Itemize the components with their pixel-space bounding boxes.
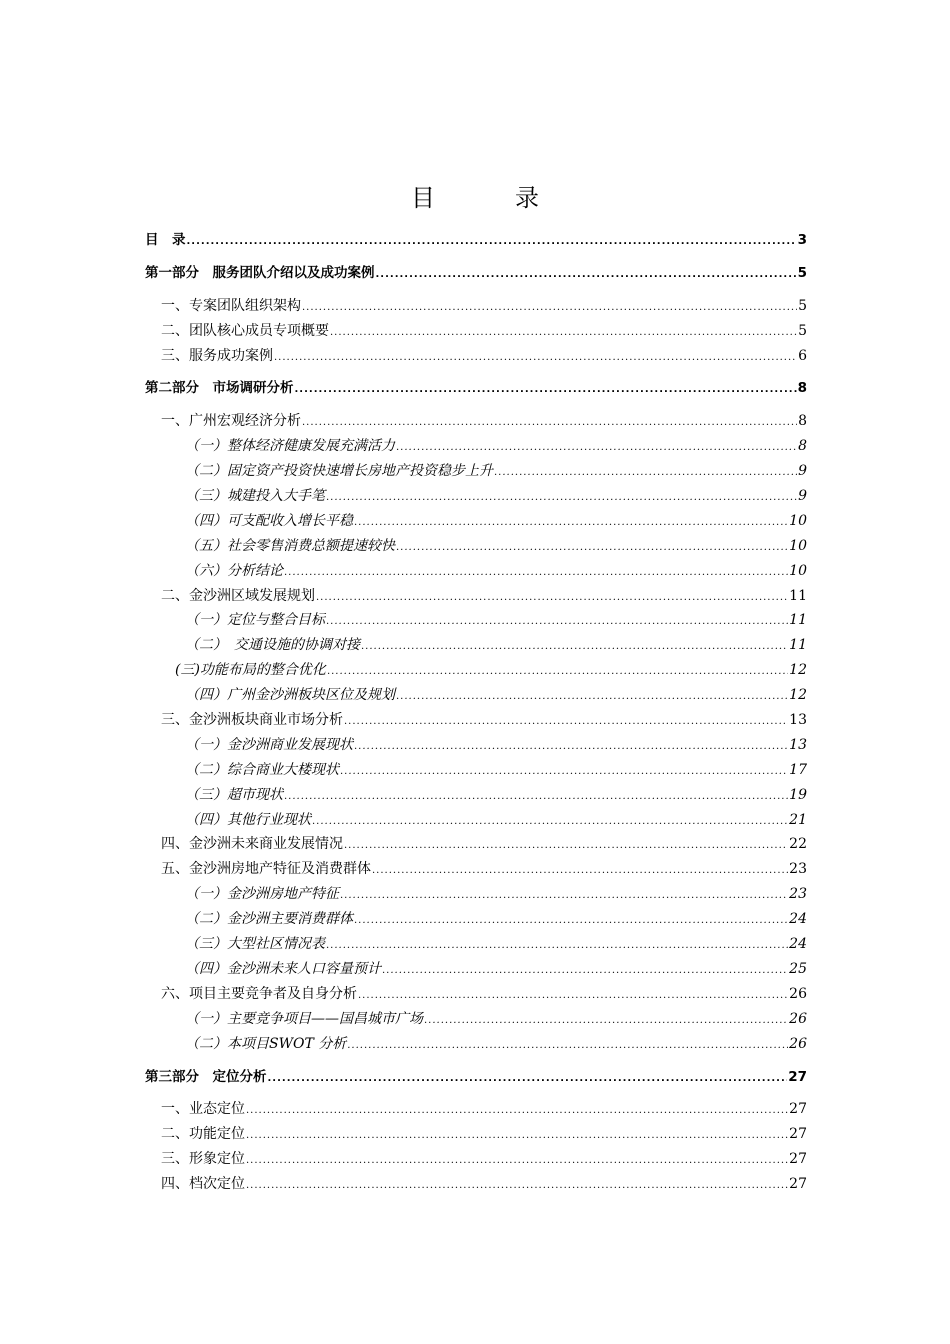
toc-page-number: 27 [788, 1068, 807, 1085]
toc-entry[interactable] [145, 733, 807, 758]
toc-entry[interactable] [145, 1065, 807, 1090]
toc-entry-label: 五、金沙洲房地产特征及消费群体 [161, 861, 371, 878]
toc-page-number: 27 [789, 1101, 807, 1118]
toc-entry[interactable] [145, 1007, 807, 1032]
toc-entry[interactable] [145, 982, 807, 1007]
toc-entry-label: 三、金沙洲板块商业市场分析 [161, 712, 343, 729]
toc-leader-dots [382, 959, 788, 984]
toc-entry[interactable] [145, 1172, 807, 1197]
toc-entry[interactable] [145, 783, 807, 808]
toc-entry[interactable] [145, 857, 807, 882]
toc-page-number: 23 [789, 861, 807, 878]
toc-entry[interactable] [145, 344, 807, 369]
toc-entry[interactable] [145, 509, 807, 534]
toc-leader-dots [302, 296, 797, 321]
toc-leader-dots [284, 785, 788, 810]
toc-leader-dots [326, 934, 788, 959]
toc-leader-dots [494, 461, 797, 486]
toc-leader-dots [246, 1174, 788, 1199]
toc-leader-dots [246, 1149, 788, 1174]
toc-entry[interactable] [145, 319, 807, 344]
toc-entry-label: 三、服务成功案例 [161, 347, 273, 364]
toc-entry-label: （六）分析结论 [185, 562, 283, 579]
toc-page-number: 3 [797, 232, 807, 248]
toc-page-number: 27 [789, 1176, 807, 1193]
toc-entry[interactable] [145, 559, 807, 584]
toc-entry-label: （一）整体经济健康发展充满活力 [185, 438, 395, 455]
toc-page-number: 10 [789, 537, 807, 554]
toc-entry-label: 二、功能定位 [161, 1126, 245, 1143]
toc-leader-dots [396, 685, 788, 710]
toc-entry[interactable] [145, 294, 807, 319]
toc-page-number: 5 [797, 264, 807, 281]
toc-entry[interactable] [145, 808, 807, 833]
toc-entry-label: （二）本项目SWOT 分析 [185, 1035, 347, 1052]
toc-entry-label: （一）金沙洲房地产特征 [185, 886, 339, 903]
toc-entry-label: (三)功能布局的整合优化 [175, 662, 326, 679]
toc-entry[interactable] [145, 708, 807, 733]
toc-entry-label: 四、档次定位 [161, 1176, 245, 1193]
toc-leader-dots [376, 263, 797, 288]
toc-leader-dots [246, 1099, 788, 1124]
toc-page-number: 8 [797, 380, 807, 397]
toc-leader-dots [344, 834, 788, 859]
toc-entry-label: （四）其他行业现状 [185, 811, 311, 828]
toc-leader-dots [246, 1124, 788, 1149]
toc-leader-dots [396, 536, 788, 561]
toc-page-number: 5 [798, 322, 807, 339]
toc-page-number: 26 [789, 1035, 807, 1052]
toc-entry-label: 第二部分 市场调研分析 [145, 380, 294, 397]
toc-page-number: 22 [789, 836, 807, 853]
toc-entry[interactable] [145, 1122, 807, 1147]
toc-entry-label: （三）城建投入大手笔 [185, 488, 325, 505]
toc-leader-dots [268, 1067, 788, 1092]
toc-page-number: 10 [789, 562, 807, 579]
toc-leader-dots [316, 586, 788, 611]
toc-page-number: 9 [798, 463, 807, 480]
toc-entry[interactable] [145, 758, 807, 783]
toc-page-number: 25 [789, 960, 807, 977]
toc-leader-dots [326, 610, 788, 635]
toc-entry[interactable] [145, 1032, 807, 1057]
toc-entry-label: （一）主要竞争项目——国昌城市广场 [185, 1010, 423, 1027]
toc-leader-dots [330, 321, 797, 346]
toc-leader-dots [327, 660, 788, 685]
toc-page-number: 23 [789, 886, 807, 903]
toc-entry-label: （二）综合商业大楼现状 [185, 761, 339, 778]
toc-entry[interactable] [145, 409, 807, 434]
toc-entry-label: （三）超市现状 [185, 786, 283, 803]
toc-entry-label: 第一部分 服务团队介绍以及成功案例 [145, 264, 375, 281]
toc-leader-dots [358, 984, 788, 1009]
toc-leader-dots [344, 710, 788, 735]
toc-entry-label: 一、广州宏观经济分析 [161, 413, 301, 430]
toc-entry-label: （四）金沙洲未来人口容量预计 [185, 960, 381, 977]
toc-entry-label: 一、专案团队组织架构 [161, 297, 301, 314]
toc-leader-dots [340, 884, 788, 909]
toc-entry[interactable] [145, 459, 807, 484]
toc-entry[interactable] [145, 683, 807, 708]
toc-entry[interactable] [145, 932, 807, 957]
toc-entry-label: （三）大型社区情况表 [185, 936, 325, 953]
toc-entry-label: （二）固定资产投资快速增长房地产投资稳步上升 [185, 463, 493, 480]
toc-page-number: 12 [789, 662, 807, 679]
toc-leader-dots [372, 859, 788, 884]
toc-page-number: 10 [789, 512, 807, 529]
toc-leader-dots [284, 561, 788, 586]
toc-page-number: 24 [789, 911, 807, 928]
toc-page-number: 8 [798, 413, 807, 430]
toc-leader-dots [361, 635, 788, 660]
toc-leader-dots [187, 230, 797, 255]
toc-page-number: 24 [789, 936, 807, 953]
toc-entry[interactable] [145, 434, 807, 459]
toc-entry-label: 二、金沙洲区域发展规划 [161, 587, 315, 604]
toc-page-number: 13 [789, 712, 807, 729]
toc-page-number: 13 [789, 736, 807, 753]
toc-entry[interactable] [145, 633, 807, 658]
toc-entry-label: （四）可支配收入增长平稳 [185, 512, 353, 529]
toc-entry-label: 六、项目主要竞争者及自身分析 [161, 985, 357, 1002]
toc-page-number: 19 [789, 786, 807, 803]
toc-leader-dots [354, 735, 788, 760]
toc-entry[interactable] [145, 484, 807, 509]
toc-leader-dots [340, 760, 788, 785]
toc-leader-dots [326, 486, 797, 511]
toc-entry[interactable] [145, 261, 807, 286]
toc-leader-dots [302, 411, 797, 436]
toc-leader-dots [295, 378, 797, 403]
toc-entry[interactable] [145, 658, 807, 683]
toc-entry[interactable] [145, 584, 807, 609]
toc-entry-label: 第三部分 定位分析 [145, 1068, 267, 1085]
toc-page-number: 27 [789, 1126, 807, 1143]
toc-entry-label: （二） 交通设施的协调对接 [185, 637, 360, 654]
toc-entry-label: （一）金沙洲商业发展现状 [185, 736, 353, 753]
toc-page-number: 26 [789, 985, 807, 1002]
toc-page-number: 8 [798, 438, 807, 455]
toc-page-number: 9 [798, 488, 807, 505]
toc-page-number: 26 [789, 1010, 807, 1027]
toc-entry-label: 目 录 [145, 232, 186, 248]
toc-entry[interactable] [145, 832, 807, 857]
page-title: 目 录 [411, 184, 567, 212]
toc-entry[interactable] [145, 1147, 807, 1172]
toc-page-number: 11 [789, 612, 807, 629]
toc-leader-dots [354, 909, 788, 934]
toc-leader-dots [312, 810, 788, 835]
toc-page-number: 5 [798, 297, 807, 314]
toc-entry-label: 四、金沙洲未来商业发展情况 [161, 836, 343, 853]
toc-entry-label: （二）金沙洲主要消费群体 [185, 911, 353, 928]
toc-leader-dots [424, 1009, 788, 1034]
toc-entry[interactable] [145, 228, 807, 253]
toc-leader-dots [396, 436, 797, 461]
toc-page-number: 12 [789, 687, 807, 704]
toc-page-number: 11 [789, 587, 807, 604]
toc-entry[interactable] [145, 376, 807, 401]
toc-leader-dots [347, 1034, 788, 1059]
toc-entry[interactable] [145, 608, 807, 633]
toc-entry-label: （四）广州金沙洲板块区位及规划 [185, 687, 395, 704]
toc-entry-label: （一）定位与整合目标 [185, 612, 325, 629]
toc-entry[interactable] [145, 882, 807, 907]
toc-entry[interactable] [145, 957, 807, 982]
toc-page-number: 17 [789, 761, 807, 778]
toc-entry-label: 三、形象定位 [161, 1151, 245, 1168]
toc-entry[interactable] [145, 907, 807, 932]
toc-entry[interactable] [145, 1097, 807, 1122]
toc-page-number: 11 [789, 637, 807, 654]
table-of-contents [145, 228, 807, 1197]
toc-leader-dots [274, 346, 797, 371]
toc-page-number: 21 [789, 811, 807, 828]
toc-leader-dots [354, 511, 788, 536]
toc-page-number: 6 [798, 347, 807, 364]
toc-page-number: 27 [789, 1151, 807, 1168]
toc-entry-label: （五）社会零售消费总额提速较快 [185, 537, 395, 554]
toc-entry-label: 二、团队核心成员专项概要 [161, 322, 329, 339]
toc-entry[interactable] [145, 534, 807, 559]
toc-entry-label: 一、业态定位 [161, 1101, 245, 1118]
